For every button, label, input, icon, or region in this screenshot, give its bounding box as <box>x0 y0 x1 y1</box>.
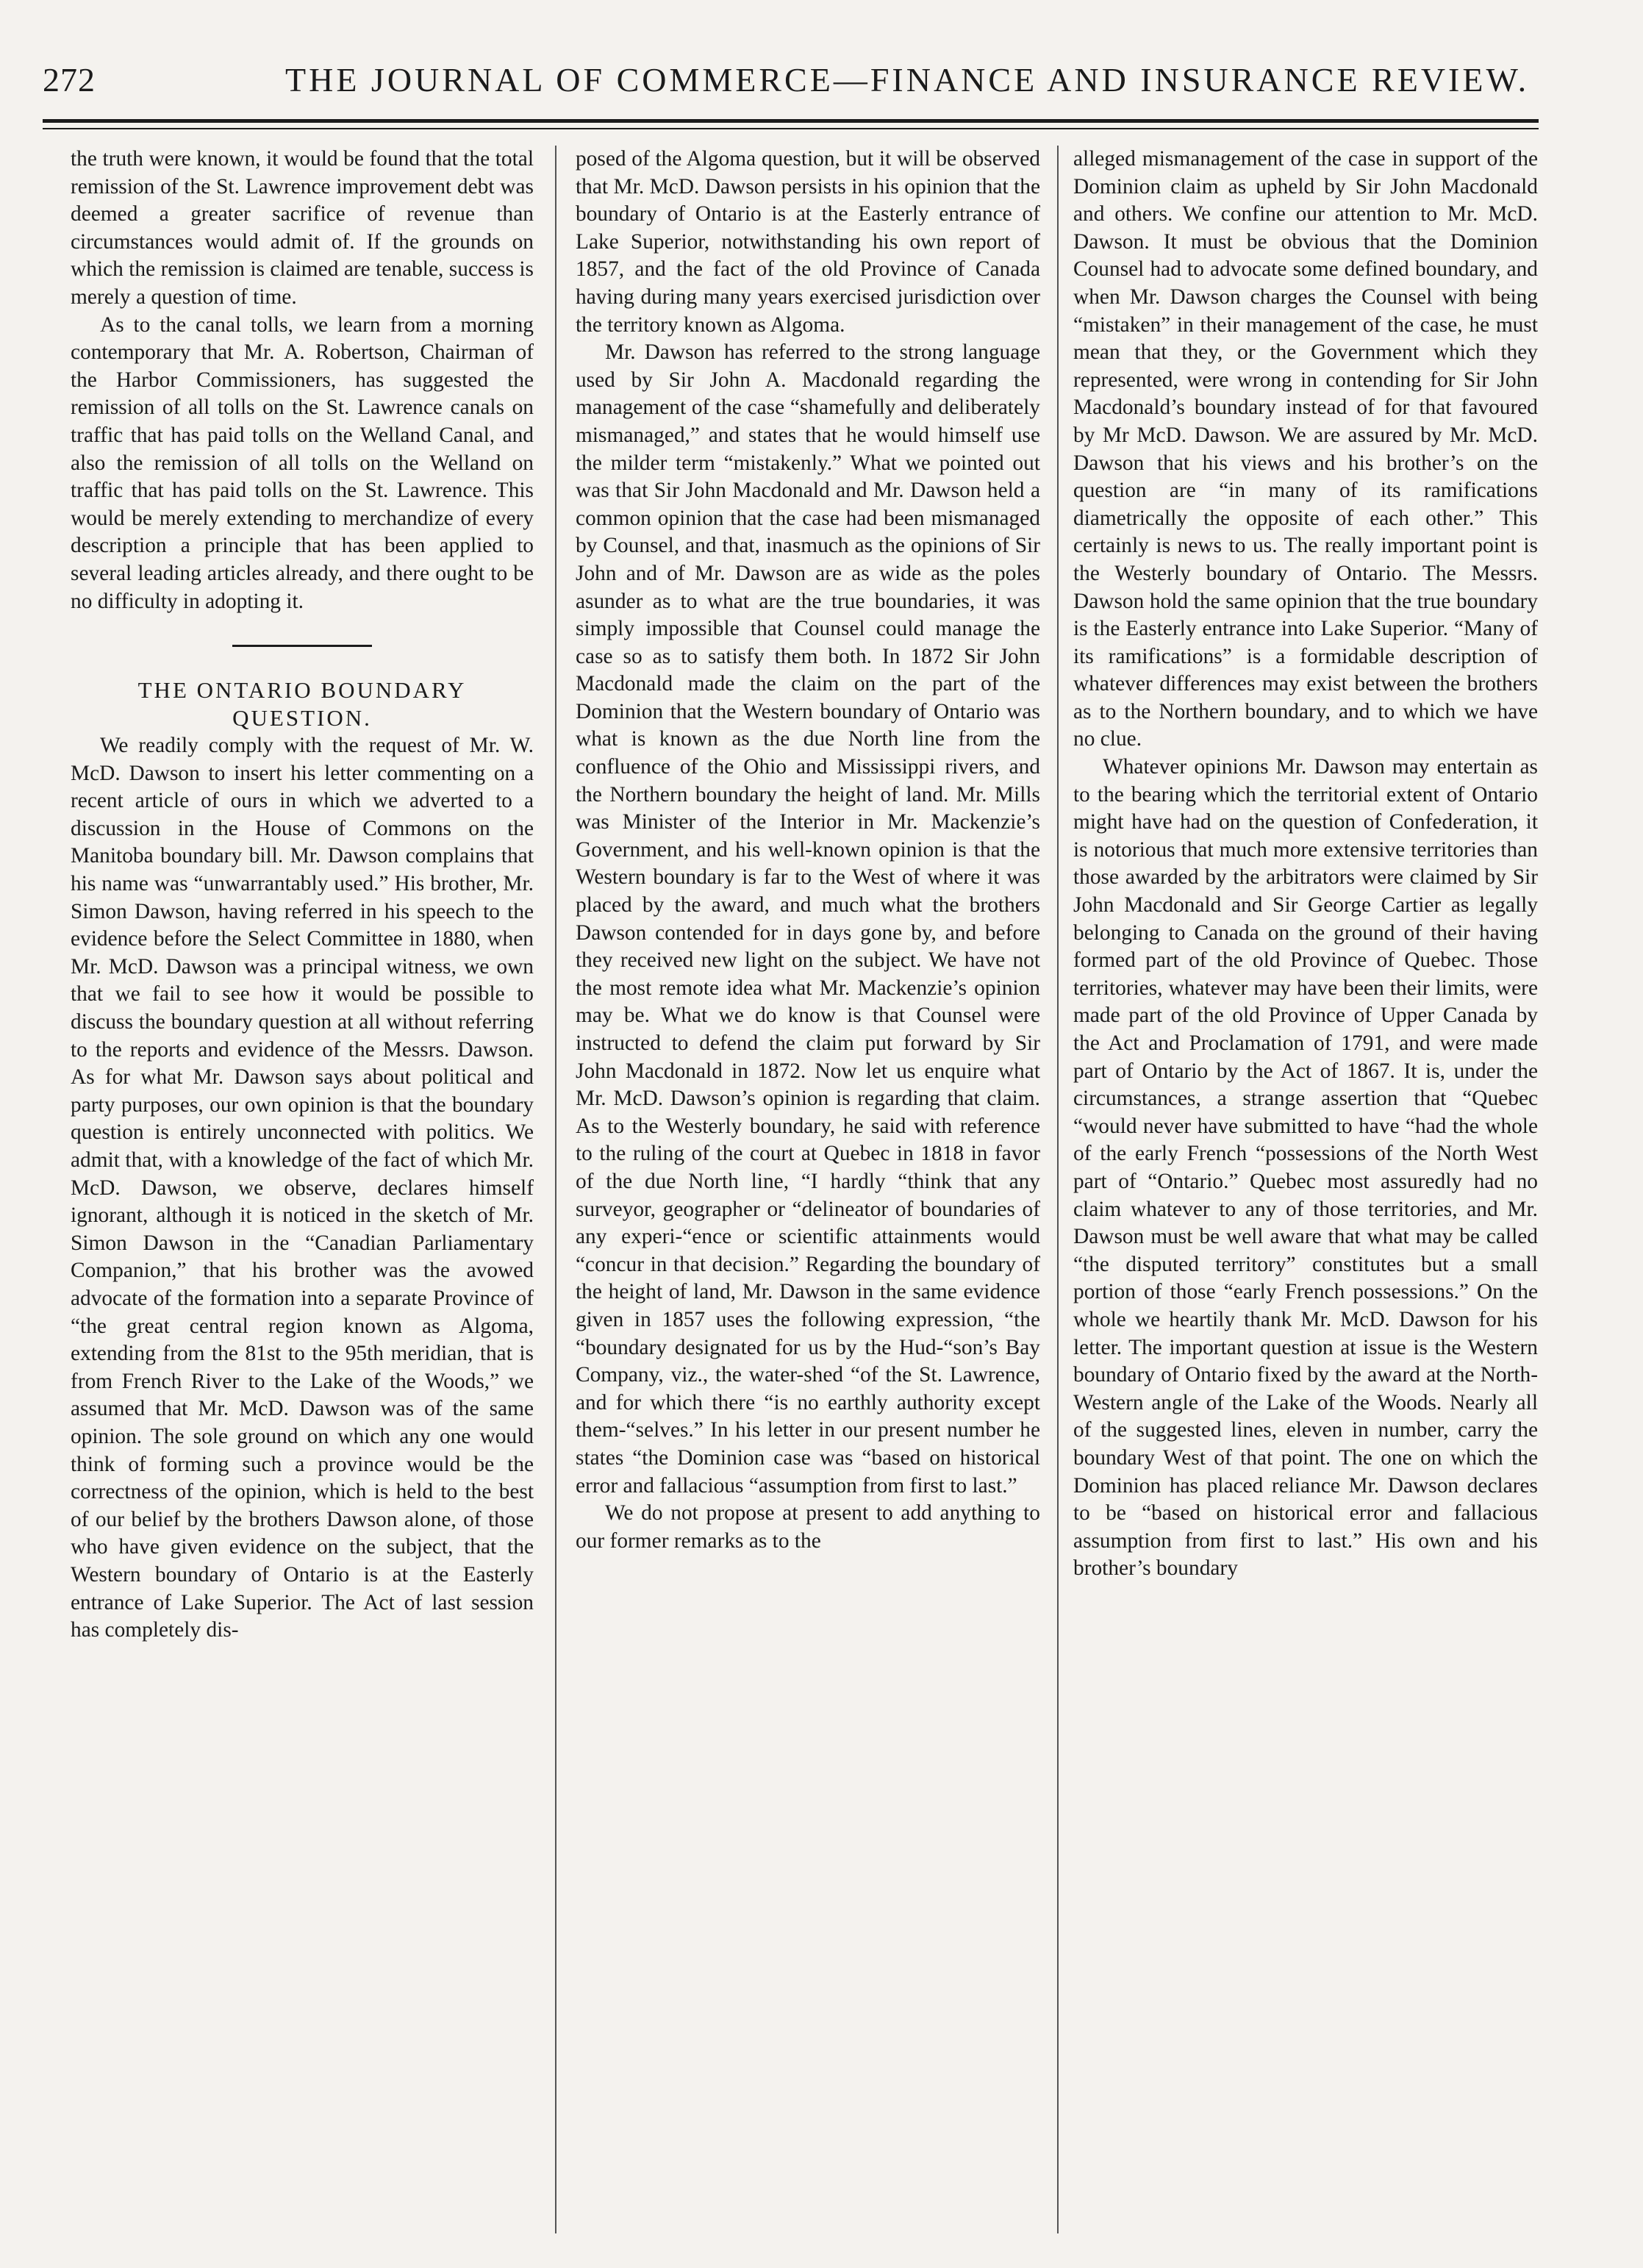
paragraph: the truth were known, it would be found that the total remission of the St. Lawrence improvement debt was deemed a greater sacrifice of revenue than circumstances would admit of. If the grounds on which the remission is claimed are tenable, success is merely a question of time. <box>71 147 534 309</box>
column-divider-2 <box>1057 146 1059 2233</box>
paragraph: Whatever opinions Mr. Dawson may entertain as to the bearing which the territorial extent of Ontario might have had on the question of Confederation, it is notorious that much more extensive territories than those awarded by the arbitrators were claimed by Sir John Macdonald and Sir George Cartier as legally belonging to Canada on the ground of their having formed part of the old Province of Quebec. Those territories, whatever may have been their limits, were made part of the old Province of Upper Canada by the Act and Proclamation of 1791, and were made part of Ontario by the Act of 1867. It is, under the circumstances, a strange assertion that “Quebec “would never have submitted to have “had the whole of the early French “possessions of the North West part of “Ontario.” Quebec most assuredly had no claim whatever to any of those territories, and Mr. Dawson must be well aware that what may be called “the disputed territory” constitutes but a small portion of those “early French possessions.” On the whole we heartily thank Mr. McD. Dawson for his letter. The important question at issue is the Western boundary of Ontario fixed by the award at the North-Western angle of the Lake of the Woods. Nearly all of the suggested lines, eleven in number, carry the boundary West of that point. The one on which the Dominion has placed reliance Mr. Dawson declares to be “based on historical error and fallacious assumption from first to last.” His own and his brother’s boundary <box>1073 755 1538 1581</box>
header-rule-thin <box>43 128 1539 129</box>
paragraph: We readily comply with the request of Mr. W. McD. Dawson to insert his letter commenting on a recent article of ours in which we adverted to a discussion in the House of Commons on the Manitoba boundary bill. Mr. Dawson complains that his name was “unwarrantably used.” His brother, Mr. Simon Dawson, having referred in his speech to the evidence before the Select Committee in 1880, when Mr. McD. Dawson was a principal witness, we own that we fail to see how it would be possible to discuss the boundary question at all without referring to the reports and evidence of the Messrs. Dawson. As for what Mr. Dawson says about political and party purposes, our own opinion is that the boundary question is entirely unconnected with politics. We admit that, with a knowledge of the fact of which Mr. McD. Dawson, we observe, declares himself ignorant, although it is noticed in the sketch of Mr. Simon Dawson in the “Canadian Parliamentary Companion,” that his brother was the avowed advocate of the formation into a separate Province of “the great central region known as Algoma, extending from the 81st to the 95th meridian, that is from French River to the Lake of the Woods,” we assumed that Mr. McD. Dawson was of the same opinion. The sole ground on which any one would think of forming such a province would be the correctness of the opinion, which is held to the best of our belief by the brothers Dawson alone, of those who have given evidence on the subject, that the Western boundary of Ontario is at the Easterly entrance of Lake Superior. The Act of last session has completely dis- <box>71 734 534 1642</box>
paragraph: As to the canal tolls, we learn from a morning contemporary that Mr. A. Robertson, Chairman of the Harbor Commissioners, has suggested the remission of all tolls on the St. Lawrence canals on traffic that has paid tolls on the Welland Canal, and also the remission of all tolls on the Welland on traffic that has paid tolls on the St. Lawrence. This would be merely extending to merchandize of every description a principle that has been applied to several leading articles already, and there ought to be no difficulty in adopting it. <box>71 312 534 613</box>
page-header <box>43 60 1539 112</box>
column-3 <box>1073 146 1538 2248</box>
header-rule-thick <box>43 119 1539 123</box>
column-2 <box>576 146 1040 2248</box>
column-divider-1 <box>555 146 556 2233</box>
page-number: 272 <box>43 61 96 99</box>
running-head: THE JOURNAL OF COMMERCE—FINANCE AND INSURANCE REVIEW. <box>285 61 1530 99</box>
column-1 <box>71 146 534 2248</box>
section-title: THE ONTARIO BOUNDARY QUESTION. <box>137 677 467 731</box>
section-divider <box>232 645 372 647</box>
paragraph: Mr. Dawson has referred to the strong language used by Sir John A. Macdonald regarding the management of the case “shamefully and deliberately mismanaged,” and states that he would himself use the milder term “mistakenly.” What we pointed out was that Sir John Macdonald and Mr. Dawson held a common opinion that the case had been mismanaged by Counsel, and that, inasmuch as the opinions of Sir John and of Mr. Dawson are as wide as the poles asunder as to what are the true boundaries, it was simply impossible that Counsel could manage the case so as to satisfy them both. In 1872 Sir John Macdonald made the claim on the part of the Dominion that the Western boundary of Ontario was what is known as the due North line from the confluence of the Ohio and Mississippi rivers, and the Northern boundary the height of land. Mr. Mills was Minister of the Interior in Mr. Mackenzie’s Government, and his well-known opinion is that the Western boundary is far to the West of where it was placed by the award, and much what the brothers Dawson contended for in days gone by, and before they received new light on the subject. We have not the most remote idea what Mr. Mackenzie’s opinion may be. What we do know is that Counsel were instructed to defend the claim put forward by Sir John Macdonald in 1872. Now let us enquire what Mr. McD. Dawson’s opinion is regarding that claim. As to the Westerly boundary, he said with reference to the ruling of the court at Quebec in 1818 in favor of the due North line, “I hardly “think that any surveyor, geographer or “delineator of boundaries of any experi-“ence or scientific attainments would “concur in that decision.” Regarding the boundary of the height of land, Mr. Dawson in the same evidence given in 1857 uses the following expression, “the “boundary designated for us by the Hud-“son’s Bay Company, viz., the water-shed “of the St. Lawrence, and for which there “is no earthly authority except them-“selves.” In his letter in our present number he states “the Dominion case was “based on historical error and fallacious “assumption from first to last.” <box>576 340 1040 1498</box>
paragraph: posed of the Algoma question, but it will be observed that Mr. McD. Dawson persists in his opinion that the boundary of Ontario is at the Easterly entrance of Lake Superior, notwithstanding his own report of 1857, and the fact of the old Province of Canada having during many years exercised jurisdiction over the territory known as Algoma. <box>576 147 1040 337</box>
paragraph: We do not propose at present to add anything to our former remarks as to the <box>576 1501 1040 1553</box>
paragraph: alleged mismanagement of the case in support of the Dominion claim as upheld by Sir John Macdonald and others. We confine our attention to Mr. McD. Dawson. It must be obvious that the Dominion Counsel had to advocate some defined boundary, and when Mr. Dawson charges the Counsel with being “mistaken” in their management of the case, he must mean that they, or the Government which they represented, were wrong in contending for Sir John Macdonald’s boundary instead of for that favoured by Mr McD. Dawson. We are assured by Mr. McD. Dawson that his views and his brother’s on the question are “in many of its ramifications diametrically the opposite of each other.” This certainly is news to us. The really important point is the Westerly boundary of Ontario. The Messrs. Dawson hold the same opinion that the true boundary is the Easterly entrance into Lake Superior. “Many of its ramifications” is a formidable description of whatever differences may exist between the brothers as to the Northern boundary, and to which we have no clue. <box>1073 147 1538 751</box>
